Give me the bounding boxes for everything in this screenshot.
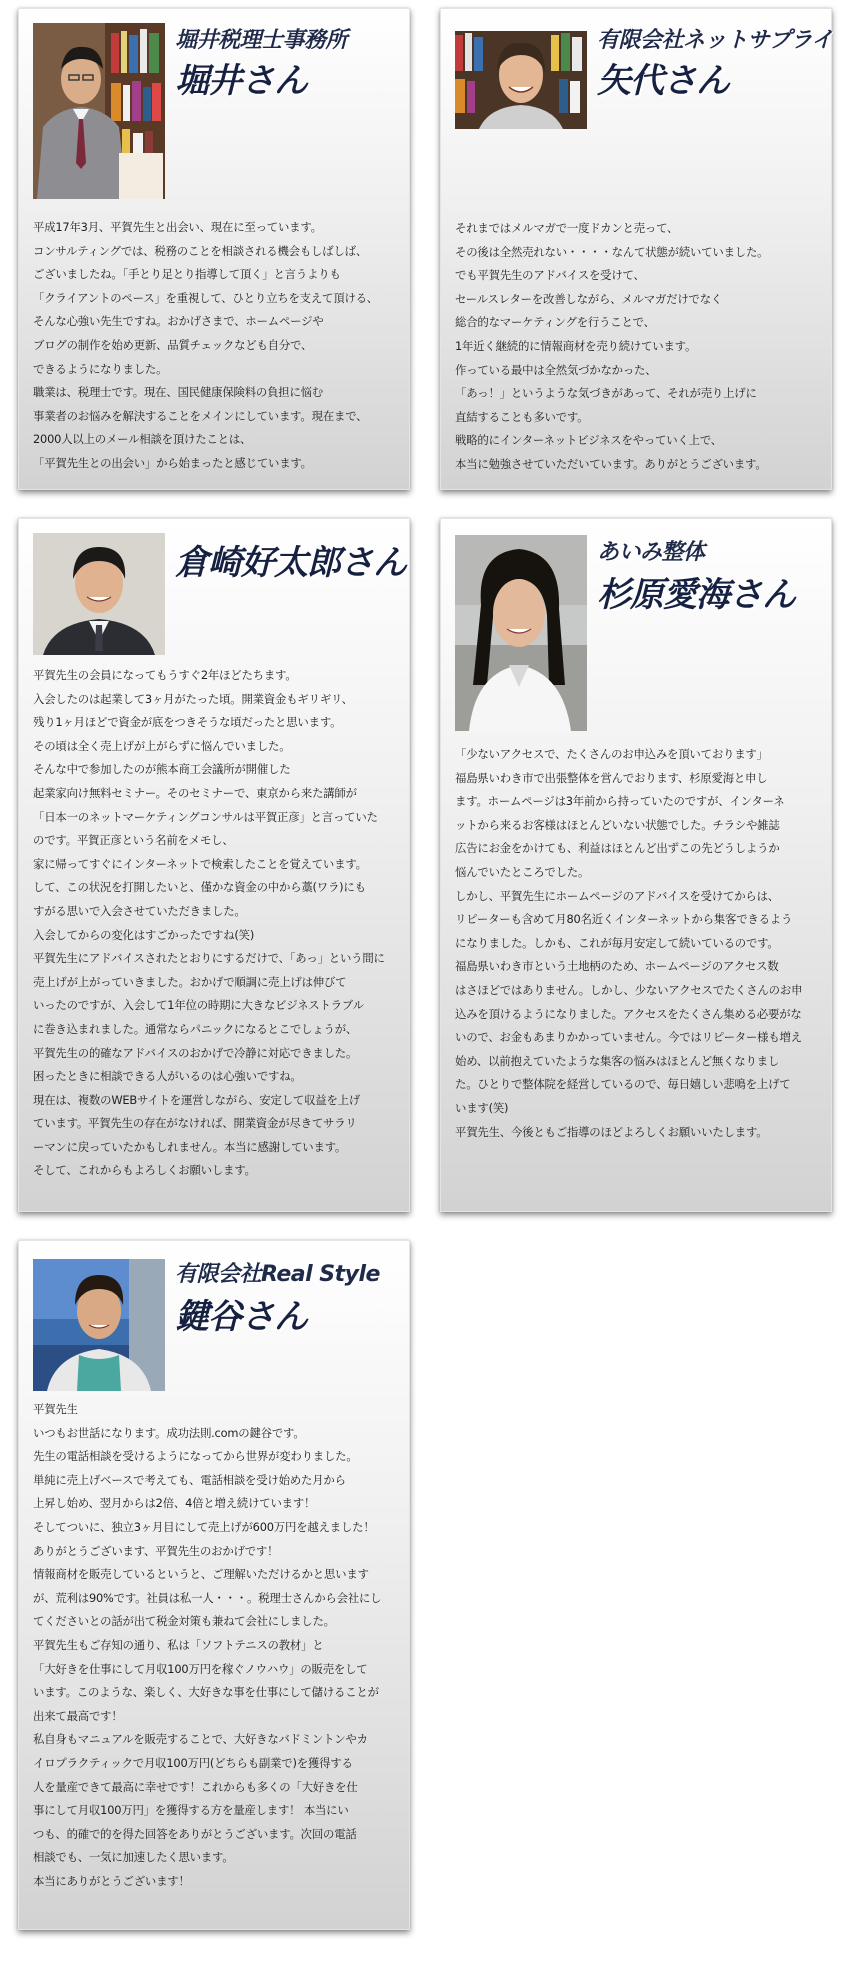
person-name: 堀井さん (175, 61, 307, 101)
testimonial-card-kagitani (18, 1240, 410, 1930)
photo-kurasaki (33, 533, 165, 655)
testimonial-text: 平成17年3月、平賀先生と出会い、現在に至っています。 コンサルティングでは、税務のことを相談される機会もしばしば、 ございましたね。「手とり足とり指導して頂く」と言うよりも 「クライアントのペース」を重視して、ひとり立ちを支えて頂ける、 そんな心強い先生ですね。おかげさまで、ホームページや ブログの制作を始め更新、品質チェックなども自分で、 できるようになりました。 職業は、税理士です。現在、国民健康保険料の負担に悩む 事業者のお悩みを解決することをメインにしています。現在まで、 2000人以上のメール相談を頂けたことは、 「平賀先生との出会い」から始まったと感じています。 (33, 220, 378, 470)
company-name: 堀井税理士事務所 (175, 28, 348, 53)
testimonial-text: それまではメルマガで一度ドカンと売って、 その後は全然売れない・・・・なんて状態が続いていました。 でも平賀先生のアドバイスを受けて、 セールスレターを改善しながら、メルマガだけでなく 総合的なマーケティングを行うことで、 1年近く継続的に情報商材を売り続けています。 作っている最中は全然気づかなかった、 「あっ！」というような気づきがあって、それが売り上げに 直結することも多いです。 戦略的にインターネットビジネスをやっていく上で、 本当に勉強させていただいています。ありがとうございます。 (455, 221, 769, 471)
person-name: 矢代さん (597, 61, 729, 101)
company-name: 有限会社ネットサプライ (597, 28, 833, 53)
photo-horii (33, 23, 165, 199)
photo-yashiro (455, 31, 587, 129)
person-name: 鍵谷さん (175, 1297, 307, 1337)
testimonial-card-yashiro (440, 8, 832, 490)
company-name: あいみ整体 (597, 540, 705, 565)
testimonial-card-kurasaki (18, 518, 410, 1212)
photo-kagitani (33, 1259, 165, 1391)
testimonial-card-horii (18, 8, 410, 490)
company-name: 有限会社Real Style (175, 1262, 380, 1287)
testimonial-text: 平賀先生 いつもお世話になります。成功法則.comの鍵谷です。 先生の電話相談を受けるようになってから世界が変わりました。 単純に売上げベースで考えても、電話相談を受け始めた月から 上昇し始め、翌月からは2倍、4倍と増え続けています！ そしてついに、独立3ヶ月目にして売上げが600万円を越えました！ ありがとうございます、平賀先生のおかげです！ 情報商材を販売しているというと、ご理解いただけるかと思います が、荒利は90%です。社員は私一人・・・。税理士さんから会社にし てくださいとの話が出て税金対策も兼ねて会社にしました。 平賀先生もご存知の通り、私は「ソフトテニスの教材」と 「大好きを仕事にして月収100万円を稼ぐノウハウ」の販売をして います。このような、楽しく、大好きな事を仕事にして儲けることが 出来て最高です！ 私自身もマニュアルを販売することで、大好きなバドミントンやカ イロプラクティックで月収100万円(どちらも副業で)を獲得する 人を量産できて最高に幸せです！これからも多くの「大好きを仕 事にして月収100万円」を獲得する方を量産します！ 本当にい つも、的確で的を得た回答をありがとうございます。次回の電話 相談でも、一気に加速したく思います。 本当にありがとうございます！ (33, 1402, 382, 1888)
testimonial-text: 「少ないアクセスで、たくさんのお申込みを頂いております」 福島県いわき市で出張整体を営んでおります、杉原愛海と申し ます。ホームページは3年前から持っていたのですが、インターネ ットから来るお客様はほとんどいない状態でした。チラシや雑誌 広告にお金をかけても、利益はほとんど出ずこの先どうしようか 悩んでいたところでした。 しかし、平賀先生にホームページのアドバイスを受けてからは、 リピーターも含めて月80名近くインターネットから集客できるよう になりました。しかも、これが毎月安定して続いているのです。 福島県いわき市という土地柄のため、ホームページのアクセス数 はさほどではありません。しかし、少ないアクセスでたくさんのお申 込みを頂けるようになりました。アクセスをたくさん集める必要がな いので、お金もあまりかかっていません。今ではリピーター様も増え 始め、以前抱えていたような集客の悩みはほとんど無くなりまし た。ひとりで整体院を経営しているので、毎日嬉しい悲鳴を上げて います(笑) 平賀先生、今後ともご指導のほどよろしくお願いいたします。 (455, 747, 803, 1139)
person-name: 倉崎好太郎さん (175, 543, 406, 583)
person-name: 杉原愛海さん (597, 575, 795, 615)
testimonial-text: 平賀先生の会員になってもうすぐ2年ほどたちます。 入会したのは起業して3ヶ月がたった頃。開業資金もギリギリ、 残り1ヶ月ほどで資金が底をつきそうな頃だったと思います。 その頃は全く売上げが上がらずに悩んでいました。 そんな中で参加したのが熊本商工会議所が開催した 起業家向け無料セミナー。そのセミナーで、東京から来た講師が 「日本一のネットマーケティングコンサルは平賀正彦」と言っていた のです。平賀正彦という名前をメモし、 家に帰ってすぐにインターネットで検索したことを覚えています。 して、この状況を打開したいと、僅かな資金の中から藁(ワラ)にも すがる思いで入会させていただきました。 入会してからの変化はすごかったですね(笑) 平賀先生にアドバイスされたとおりにするだけで、「あっ」という間に 売上げが上がっていきました。おかげで順調に売上げは伸びて いったのですが、入会して1年位の時期に大きなビジネストラブル に巻き込まれました。通常ならパニックになるとこでしょうが、 平賀先生の的確なアドバイスのおかげで冷静に対応できました。 困ったときに相談できる人がいるのは心強いですね。 現在は、複数のWEBサイトを運営しながら、安定して収益を上げ ています。平賀先生の存在がなければ、開業資金が尽きてサラリ ーマンに戻っていたかもしれません。本当に感謝しています。 そして、これからもよろしくお願いします。 (33, 668, 385, 1178)
testimonial-card-sugihara (440, 518, 832, 1212)
photo-sugihara (455, 535, 587, 731)
